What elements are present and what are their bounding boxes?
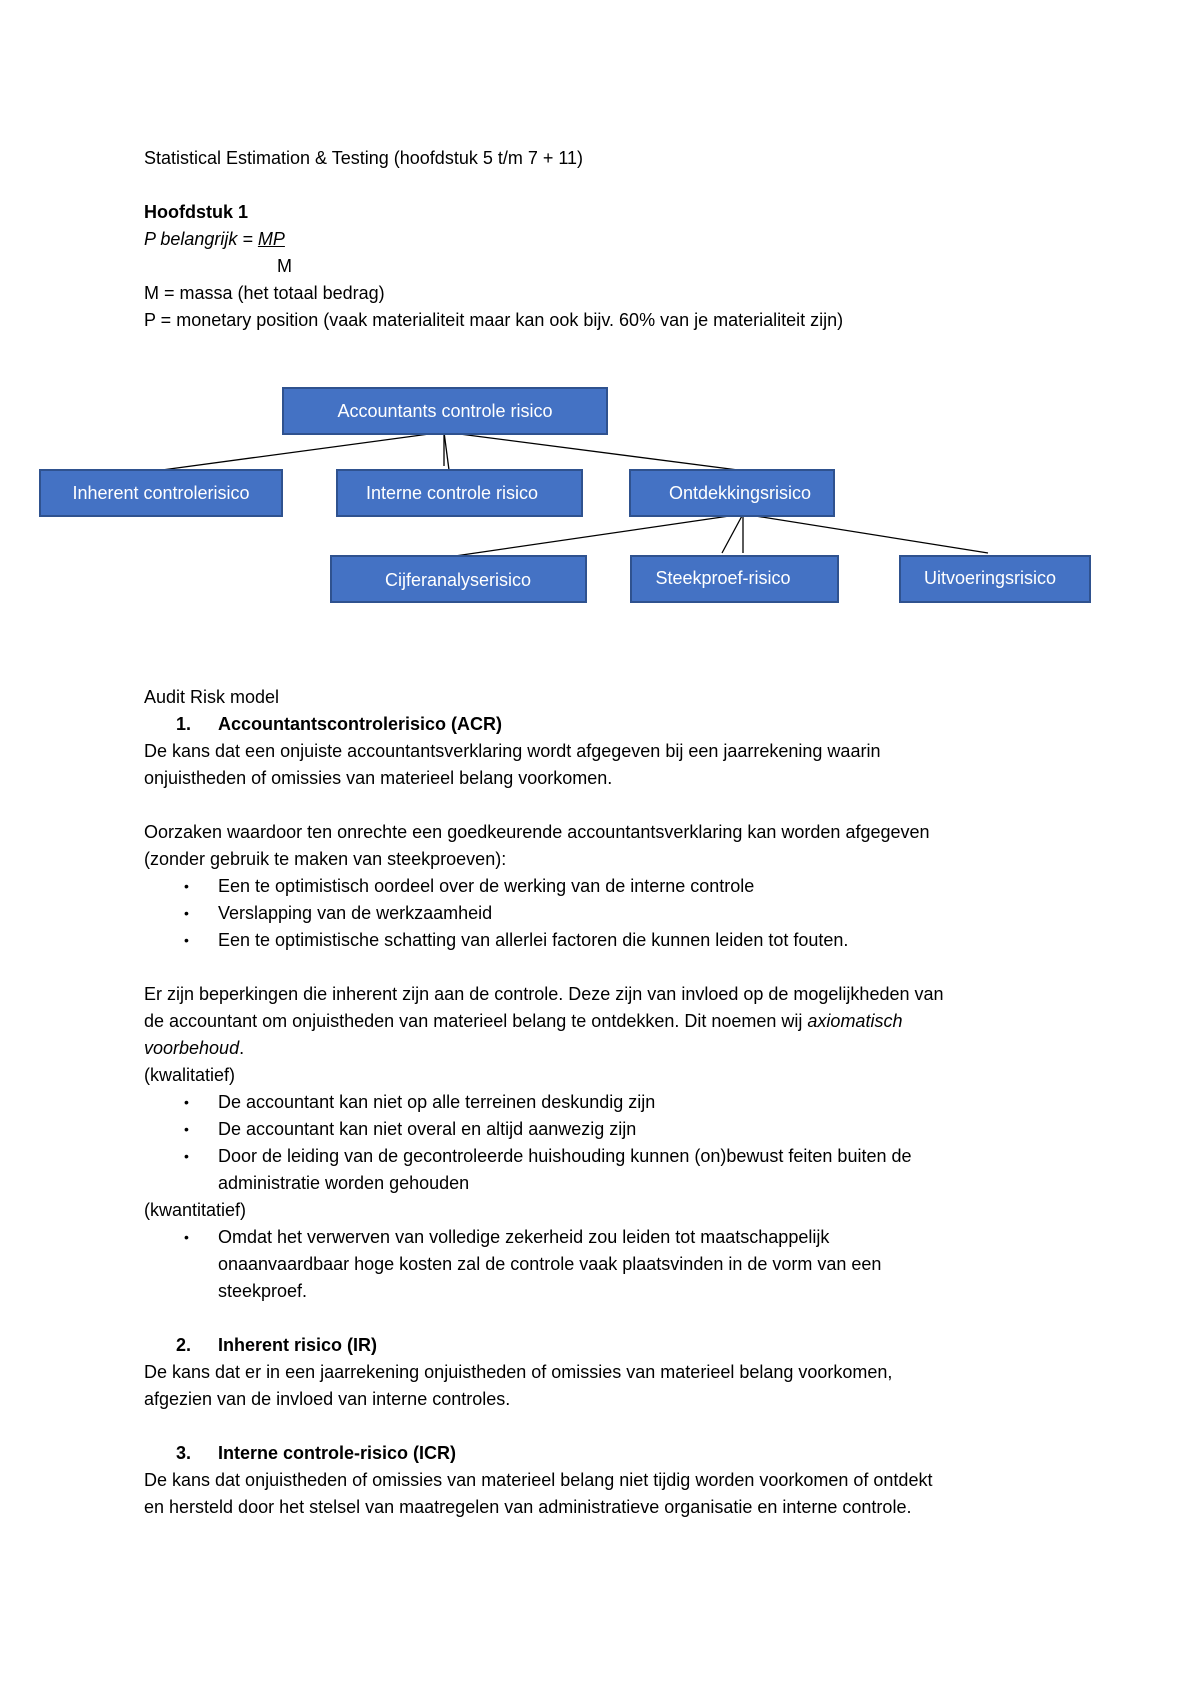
quantitative-item-cont: steekproef. <box>218 1281 308 1301</box>
connector-cijfer <box>455 514 743 556</box>
causes-intro-line1: Oorzaken waardoor ten onrechte een goedkeurende accountantsverklaring kan worden afgegeven <box>144 822 930 842</box>
risk-hierarchy-diagram <box>0 0 1200 620</box>
bullet: • <box>184 932 189 948</box>
box-root-label: Accountants controle risico <box>337 401 553 421</box>
box-root <box>283 388 607 434</box>
limits-line2-text: de accountant om onjuistheden van materieel belang te ontdekken. Dit noemen wij <box>144 1011 808 1031</box>
box-cijfer <box>331 556 586 602</box>
item3-heading: Interne controle-risico (ICR) <box>218 1443 457 1463</box>
cause-item: Een te optimistisch oordeel over de werking van de interne controle <box>218 876 755 896</box>
bullet: • <box>184 878 189 894</box>
document-title: Statistical Estimation & Testing (hoofdstuk 5 t/m 7 + 11) <box>144 148 584 168</box>
connector-interne <box>444 432 449 470</box>
item3-number: 3. <box>176 1443 192 1463</box>
item2-number: 2. <box>176 1335 192 1355</box>
section-title: Audit Risk model <box>144 687 280 707</box>
formula-numerator: MP <box>257 229 285 249</box>
bullet: • <box>184 1148 189 1164</box>
box-uitvoering <box>900 556 1090 602</box>
item1-heading: Accountantscontrolerisico (ACR) <box>218 714 503 734</box>
box-ontdekking-label: Ontdekkingsrisico <box>668 483 812 503</box>
connector-steekproef <box>722 514 743 553</box>
item1-number: 1. <box>176 714 192 734</box>
limits-line2-italic: axiomatisch <box>807 1011 903 1031</box>
formula-denominator: M <box>277 256 292 276</box>
qualitative-item-cont: administratie worden gehouden <box>218 1173 470 1193</box>
qualitative-label: (kwalitatief) <box>144 1065 236 1085</box>
box-uitvoering-label: Uitvoeringsrisico <box>923 568 1057 588</box>
box-interne-label: Interne controle risico <box>365 483 539 503</box>
item2-heading: Inherent risico (IR) <box>218 1335 378 1355</box>
limits-line3-italic: voorbehoud <box>144 1038 240 1058</box>
limits-line3 <box>144 1038 244 1058</box>
bullet: • <box>184 1229 189 1245</box>
causes-intro-line2: (zonder gebruik te maken van steekproeven): <box>144 849 507 869</box>
bullet: • <box>184 1121 189 1137</box>
box-ontdekking <box>630 470 834 516</box>
quantitative-label: (kwantitatief) <box>144 1200 247 1220</box>
cause-item: Verslapping van de werkzaamheid <box>218 903 493 923</box>
item2-definition-line2: afgezien van de invloed van interne controles. <box>144 1389 511 1409</box>
qualitative-item: De accountant kan niet op alle terreinen deskundig zijn <box>218 1092 656 1112</box>
qualitative-item: Door de leiding van de gecontroleerde huishouding kunnen (on)bewust feiten buiten de <box>218 1146 912 1166</box>
connector-ontdekking <box>444 432 738 470</box>
item1-definition-line1: De kans dat een onjuiste accountantsverklaring wordt afgegeven bij een jaarrekening waarin <box>144 741 881 761</box>
bullet: • <box>184 905 189 921</box>
bullet: • <box>184 1094 189 1110</box>
connector-uitvoering <box>743 514 988 553</box>
box-steekproef-label: Steekproef-risico <box>655 568 791 588</box>
chapter-heading: Hoofdstuk 1 <box>144 202 249 222</box>
qualitative-item: De accountant kan niet overal en altijd aanwezig zijn <box>218 1119 637 1139</box>
box-inherent-label: Inherent controlerisico <box>72 483 250 503</box>
quantitative-item-cont: onaanvaardbaar hoge kosten zal de controle vaak plaatsvinden in de vorm van een <box>218 1254 882 1274</box>
definition-m: M = massa (het totaal bedrag) <box>144 283 385 303</box>
limits-line2 <box>144 1011 902 1031</box>
limits-line3-period: . <box>239 1038 245 1058</box>
formula-lhs: P belangrijk = <box>144 229 258 249</box>
box-cijfer-label: Cijferanalyserisico <box>384 570 532 590</box>
item3-definition-line2: en hersteld door het stelsel van maatregelen van administratieve organisatie en interne controle. <box>144 1497 912 1517</box>
item1-definition-line2: onjuistheden of omissies van materieel belang voorkomen. <box>144 768 613 788</box>
connector-inherent <box>162 432 444 470</box>
box-interne <box>337 470 582 516</box>
limits-line1: Er zijn beperkingen die inherent zijn aan de controle. Deze zijn van invloed op de mogelijkheden van <box>144 984 944 1004</box>
quantitative-item: Omdat het verwerven van volledige zekerheid zou leiden tot maatschappelijk <box>218 1227 830 1247</box>
definition-p: P = monetary position (vaak materialiteit maar kan ook bijv. 60% van je materialiteit zijn) <box>144 310 844 330</box>
cause-item: Een te optimistische schatting van allerlei factoren die kunnen leiden tot fouten. <box>218 930 849 950</box>
box-inherent <box>40 470 282 516</box>
box-steekproef <box>631 556 838 602</box>
item2-definition-line1: De kans dat er in een jaarrekening onjuistheden of omissies van materieel belang voorkomen, <box>144 1362 893 1382</box>
item3-definition-line1: De kans dat onjuistheden of omissies van materieel belang niet tijdig worden voorkomen of ontdekt <box>144 1470 933 1490</box>
